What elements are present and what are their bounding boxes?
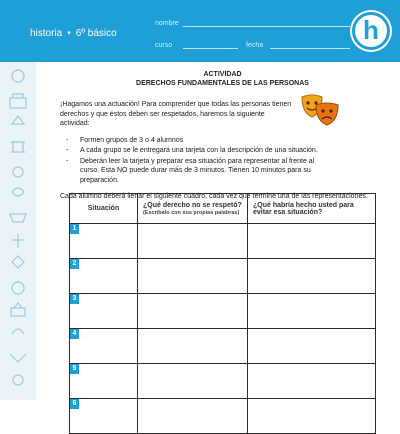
row-number: 1 [70,224,79,234]
bullet-marker: - [66,157,69,165]
intro-paragraph: ¡Hagamos una actuación! Para comprender que todas las personas tienen derechos y que éstos deben ser respetados, haremos la siguiente actividad: [60,101,292,127]
instructions-list [60,136,385,186]
table-row [70,259,376,294]
theater-masks-icon [300,93,340,129]
situation-cell[interactable] [70,224,138,259]
bullet-text: Deberán leer la tarjeta y preparar esa situación para representar al frente al curso. Esta NO puede durar más de 3 minutos. Tienen 10 minutos para su preparación. [80,157,315,184]
header-right-subtitle: (Escríbalo con sus propias palabras) [143,209,240,216]
row-number: 4 [70,329,79,339]
activity-document [60,70,385,202]
header-situation-title: Situación [87,205,120,212]
table-row [70,294,376,329]
header-right-title: ¿Qué derecho no se respetó? [143,201,242,209]
subject-label: historia [30,28,63,39]
subject-breadcrumb [30,28,117,39]
prevention-cell[interactable] [248,294,376,329]
name-row [155,12,350,27]
cross-icon [12,234,24,248]
row-number: 3 [70,294,79,304]
name-field[interactable] [183,17,350,27]
row-number: 2 [70,259,79,269]
prevention-cell[interactable] [248,329,376,364]
chevron-down-icon [10,354,26,362]
table-row [70,364,376,399]
breadcrumb-separator: • [67,28,71,39]
row-number: 5 [70,364,79,374]
decorative-side-strip [0,62,36,400]
course-date-row [155,34,350,49]
closing-paragraph: Cada alumno deberá llenar el siguiente cuadro, cada vez que termine una de las representaciones. [60,193,368,200]
right-cell[interactable] [138,364,248,399]
logo-letter: h [363,14,379,45]
right-cell[interactable] [138,224,248,259]
list-item [60,146,385,156]
bullet-marker: - [66,147,69,154]
bullet-text: A cada grupo se le entregará una tarjeta con la descripción de una situación. [80,147,318,154]
list-item [60,157,385,186]
situation-cell[interactable] [70,294,138,329]
header-band [0,0,400,62]
situation-cell[interactable] [70,259,138,294]
wheel-icon [12,282,24,294]
pyramid-icon [12,116,24,124]
row-number: 6 [70,399,79,409]
arch-icon [12,329,24,334]
prevention-cell[interactable] [248,399,376,434]
eye-icon [12,188,24,196]
list-item [60,136,385,146]
header-right-not-respected [138,194,248,224]
response-table [69,193,375,407]
grade-label: 6º básico [75,28,117,39]
table-row [70,224,376,259]
course-field[interactable] [183,39,238,49]
course-label: curso [155,42,173,49]
history-icons-pattern [0,62,36,400]
situation-cell[interactable] [70,364,138,399]
prevention-cell[interactable] [248,224,376,259]
name-label: nombre [155,20,179,27]
brand-logo [352,12,390,50]
activity-title: DERECHOS FUNDAMENTALES DE LAS PERSONAS [136,80,309,87]
column-icon [11,142,25,152]
right-cell[interactable] [138,329,248,364]
bullet-marker: - [66,136,69,144]
activity-label: ACTIVIDAD [203,71,242,78]
table-header-row [70,194,376,224]
coin-icon [13,167,23,177]
situation-cell[interactable] [70,329,138,364]
right-cell[interactable] [138,399,248,434]
header-prevention-title: ¿Qué habría hecho usted para evitar esa situación? [253,201,354,216]
student-form [155,12,350,56]
header-prevention [248,194,376,224]
table-row [70,329,376,364]
activity-heading [60,70,385,88]
situation-cell[interactable] [70,399,138,434]
right-cell[interactable] [138,259,248,294]
prevention-cell[interactable] [248,259,376,294]
header-situation [70,194,138,224]
building-icon [10,94,26,108]
house-icon [11,303,25,316]
bullet-text: Formen grupos de 3 o 4 alumnos [80,136,184,144]
sun-icon [13,375,23,385]
right-cell[interactable] [138,294,248,329]
diamond-icon [12,256,24,268]
date-label: fecha [246,42,264,49]
boat-icon [10,214,26,222]
prevention-cell[interactable] [248,364,376,399]
date-field[interactable] [270,39,350,49]
globe-icon [12,70,24,82]
table-row [70,399,376,434]
